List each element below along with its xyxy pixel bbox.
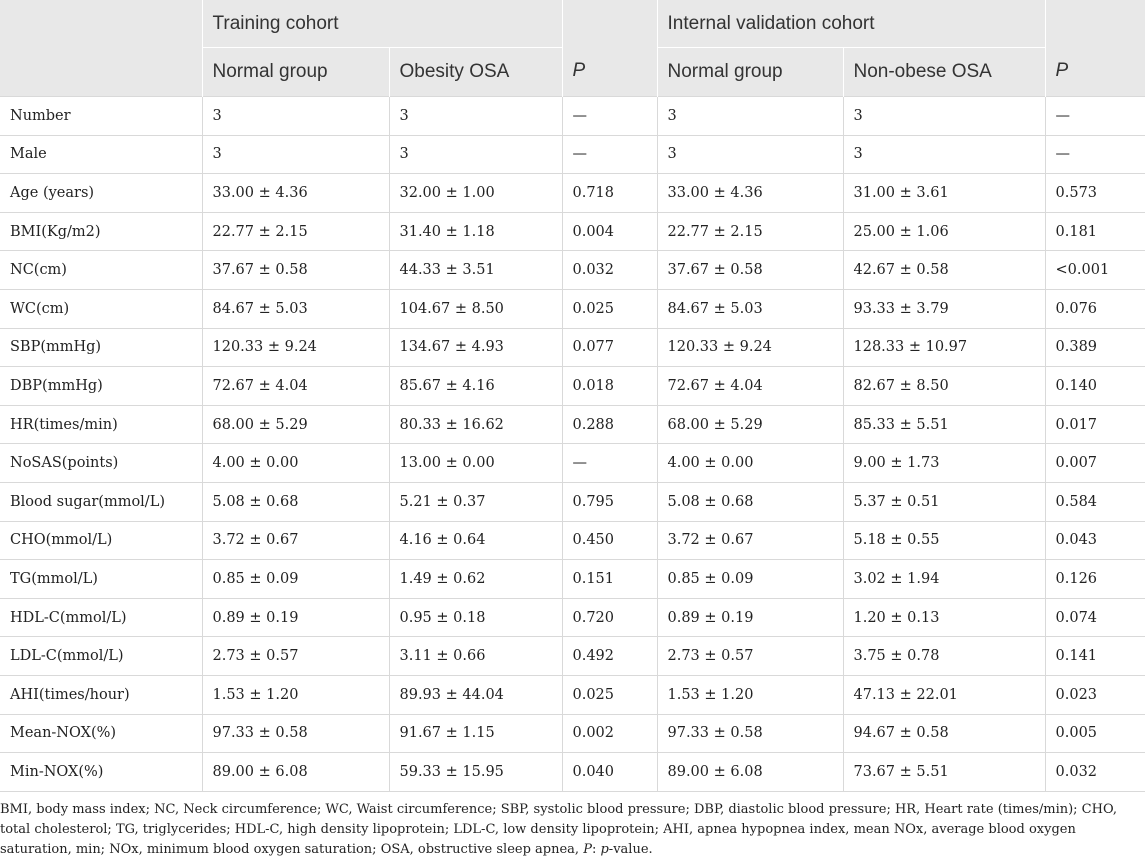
validation-normal-cell: 97.33 ± 0.58 xyxy=(657,714,843,753)
training-obesity-osa-cell: 89.93 ± 44.04 xyxy=(389,675,562,714)
validation-p-value-cell: <0.001 xyxy=(1045,251,1145,290)
training-p-value-cell: 0.004 xyxy=(562,212,657,251)
table-row xyxy=(0,367,1145,406)
validation-non-obese-osa-cell: 94.67 ± 0.58 xyxy=(843,714,1045,753)
training-p-value-cell: 0.718 xyxy=(562,174,657,213)
footnote-text: BMI, body mass index; NC, Neck circumference; WC, Waist circumference; SBP, systolic blood pressure; DBP, diastolic blood pressure; HR, Heart rate (times/min); CHO, total cholesterol; TG, triglycerides; HDL-C, high density lipoprotein; LDL-C, low density lipoprotein; AHI, apnea hypopnea index, mean NOx, average blood oxygen saturation, min; NOx, minimum blood oxygen saturation; OSA, obstructive sleep apnea, xyxy=(0,801,1117,857)
training-p-value-cell: 0.077 xyxy=(562,328,657,367)
validation-non-obese-osa-cell: 93.33 ± 3.79 xyxy=(843,289,1045,328)
table-row xyxy=(0,289,1145,328)
footnote-p-end: -value. xyxy=(608,841,653,857)
table-row xyxy=(0,560,1145,599)
table-row xyxy=(0,97,1145,136)
validation-p-value-cell: 0.074 xyxy=(1045,598,1145,637)
training-normal-cell: 0.85 ± 0.09 xyxy=(202,560,389,599)
training-obesity-osa-cell: 134.67 ± 4.93 xyxy=(389,328,562,367)
variable-cell: Number xyxy=(0,97,202,136)
training-obesity-osa-cell: 85.67 ± 4.16 xyxy=(389,367,562,406)
table-row xyxy=(0,405,1145,444)
validation-normal-cell: 2.73 ± 0.57 xyxy=(657,637,843,676)
footnote-p-italic: p xyxy=(600,841,609,857)
table-row xyxy=(0,675,1145,714)
training-p-value-cell: — xyxy=(562,444,657,483)
training-p-value-cell: 0.151 xyxy=(562,560,657,599)
training-p-value-cell: 0.492 xyxy=(562,637,657,676)
training-normal-cell: 3.72 ± 0.67 xyxy=(202,521,389,560)
variable-cell: LDL-C(mmol/L) xyxy=(0,637,202,676)
validation-normal-cell: 84.67 ± 5.03 xyxy=(657,289,843,328)
validation-non-obese-osa-cell: 1.20 ± 0.13 xyxy=(843,598,1045,637)
validation-p-value-cell: — xyxy=(1045,135,1145,174)
validation-normal-cell: 5.08 ± 0.68 xyxy=(657,482,843,521)
validation-p-value-cell: 0.141 xyxy=(1045,637,1145,676)
training-obesity-osa-cell: 31.40 ± 1.18 xyxy=(389,212,562,251)
training-normal-cell: 84.67 ± 5.03 xyxy=(202,289,389,328)
validation-normal-cell: 72.67 ± 4.04 xyxy=(657,367,843,406)
validation-non-obese-osa-cell: 42.67 ± 0.58 xyxy=(843,251,1045,290)
variable-cell: AHI(times/hour) xyxy=(0,675,202,714)
training-normal-cell: 33.00 ± 4.36 xyxy=(202,174,389,213)
validation-non-obese-osa-cell: 9.00 ± 1.73 xyxy=(843,444,1045,483)
variable-cell: NC(cm) xyxy=(0,251,202,290)
training-cohort-header: Training cohort xyxy=(202,0,562,48)
training-obesity-osa-cell: 44.33 ± 3.51 xyxy=(389,251,562,290)
training-p-value-cell: 0.018 xyxy=(562,367,657,406)
validation-p-value-cell: 0.140 xyxy=(1045,367,1145,406)
validation-p-value-cell: — xyxy=(1045,97,1145,136)
training-p-value-cell: 0.450 xyxy=(562,521,657,560)
validation-normal-cell: 4.00 ± 0.00 xyxy=(657,444,843,483)
table-row xyxy=(0,251,1145,290)
table-row xyxy=(0,714,1145,753)
validation-cohort-header: Internal validation cohort xyxy=(657,0,1045,48)
p-value-header-validation: P xyxy=(1045,0,1145,97)
validation-non-obese-osa-cell: 25.00 ± 1.06 xyxy=(843,212,1045,251)
normal-group-header-validation: Normal group xyxy=(657,48,843,97)
training-normal-cell: 2.73 ± 0.57 xyxy=(202,637,389,676)
validation-non-obese-osa-cell: 73.67 ± 5.51 xyxy=(843,753,1045,792)
training-p-value-cell: 0.720 xyxy=(562,598,657,637)
table-footnote xyxy=(0,792,1145,860)
footnote-p-sep: : xyxy=(591,841,601,857)
footnote-p-label: P xyxy=(583,841,592,857)
validation-normal-cell: 37.67 ± 0.58 xyxy=(657,251,843,290)
training-obesity-osa-cell: 3 xyxy=(389,135,562,174)
validation-normal-cell: 0.89 ± 0.19 xyxy=(657,598,843,637)
table-row xyxy=(0,174,1145,213)
validation-normal-cell: 89.00 ± 6.08 xyxy=(657,753,843,792)
training-p-value-cell: 0.040 xyxy=(562,753,657,792)
training-obesity-osa-cell: 5.21 ± 0.37 xyxy=(389,482,562,521)
variable-cell: SBP(mmHg) xyxy=(0,328,202,367)
variable-cell: Blood sugar(mmol/L) xyxy=(0,482,202,521)
training-p-value-cell: 0.002 xyxy=(562,714,657,753)
validation-p-value-cell: 0.043 xyxy=(1045,521,1145,560)
training-p-value-cell: — xyxy=(562,135,657,174)
table-row xyxy=(0,521,1145,560)
validation-non-obese-osa-cell: 3.02 ± 1.94 xyxy=(843,560,1045,599)
validation-p-value-cell: 0.126 xyxy=(1045,560,1145,599)
validation-non-obese-osa-cell: 82.67 ± 8.50 xyxy=(843,367,1045,406)
training-p-value-cell: 0.025 xyxy=(562,289,657,328)
validation-normal-cell: 68.00 ± 5.29 xyxy=(657,405,843,444)
validation-normal-cell: 1.53 ± 1.20 xyxy=(657,675,843,714)
training-normal-cell: 37.67 ± 0.58 xyxy=(202,251,389,290)
training-normal-cell: 1.53 ± 1.20 xyxy=(202,675,389,714)
validation-p-value-cell: 0.076 xyxy=(1045,289,1145,328)
training-obesity-osa-cell: 1.49 ± 0.62 xyxy=(389,560,562,599)
validation-p-value-cell: 0.032 xyxy=(1045,753,1145,792)
variable-cell: TG(mmol/L) xyxy=(0,560,202,599)
table-row xyxy=(0,482,1145,521)
training-normal-cell: 68.00 ± 5.29 xyxy=(202,405,389,444)
table-body xyxy=(0,97,1145,792)
validation-p-value-cell: 0.007 xyxy=(1045,444,1145,483)
validation-normal-cell: 3 xyxy=(657,97,843,136)
training-normal-cell: 0.89 ± 0.19 xyxy=(202,598,389,637)
obesity-osa-header: Obesity OSA xyxy=(389,48,562,97)
validation-p-value-cell: 0.573 xyxy=(1045,174,1145,213)
training-p-value-cell: 0.795 xyxy=(562,482,657,521)
validation-normal-cell: 3 xyxy=(657,135,843,174)
variable-cell: BMI(Kg/m2) xyxy=(0,212,202,251)
validation-p-value-cell: 0.389 xyxy=(1045,328,1145,367)
training-normal-cell: 5.08 ± 0.68 xyxy=(202,482,389,521)
variable-cell: Male xyxy=(0,135,202,174)
training-normal-cell: 3 xyxy=(202,135,389,174)
validation-normal-cell: 3.72 ± 0.67 xyxy=(657,521,843,560)
p-value-header-training: P xyxy=(562,0,657,97)
non-obese-osa-header: Non-obese OSA xyxy=(843,48,1045,97)
training-p-value-cell: 0.288 xyxy=(562,405,657,444)
training-p-value-cell: — xyxy=(562,97,657,136)
validation-non-obese-osa-cell: 47.13 ± 22.01 xyxy=(843,675,1045,714)
training-obesity-osa-cell: 59.33 ± 15.95 xyxy=(389,753,562,792)
variable-cell: DBP(mmHg) xyxy=(0,367,202,406)
validation-non-obese-osa-cell: 3 xyxy=(843,135,1045,174)
validation-p-value-cell: 0.023 xyxy=(1045,675,1145,714)
training-obesity-osa-cell: 0.95 ± 0.18 xyxy=(389,598,562,637)
variable-cell: CHO(mmol/L) xyxy=(0,521,202,560)
validation-p-value-cell: 0.584 xyxy=(1045,482,1145,521)
validation-p-value-cell: 0.005 xyxy=(1045,714,1145,753)
training-obesity-osa-cell: 32.00 ± 1.00 xyxy=(389,174,562,213)
table-row xyxy=(0,753,1145,792)
normal-group-header-training: Normal group xyxy=(202,48,389,97)
variable-cell: NoSAS(points) xyxy=(0,444,202,483)
validation-non-obese-osa-cell: 3.75 ± 0.78 xyxy=(843,637,1045,676)
validation-non-obese-osa-cell: 5.18 ± 0.55 xyxy=(843,521,1045,560)
table-row xyxy=(0,598,1145,637)
training-obesity-osa-cell: 13.00 ± 0.00 xyxy=(389,444,562,483)
variable-cell: HDL-C(mmol/L) xyxy=(0,598,202,637)
validation-normal-cell: 22.77 ± 2.15 xyxy=(657,212,843,251)
training-obesity-osa-cell: 80.33 ± 16.62 xyxy=(389,405,562,444)
training-obesity-osa-cell: 104.67 ± 8.50 xyxy=(389,289,562,328)
training-normal-cell: 3 xyxy=(202,97,389,136)
validation-non-obese-osa-cell: 5.37 ± 0.51 xyxy=(843,482,1045,521)
table-row xyxy=(0,135,1145,174)
training-normal-cell: 4.00 ± 0.00 xyxy=(202,444,389,483)
variable-cell: Min-NOX(%) xyxy=(0,753,202,792)
validation-non-obese-osa-cell: 3 xyxy=(843,97,1045,136)
training-p-value-cell: 0.025 xyxy=(562,675,657,714)
validation-p-value-cell: 0.017 xyxy=(1045,405,1145,444)
training-normal-cell: 89.00 ± 6.08 xyxy=(202,753,389,792)
training-obesity-osa-cell: 3 xyxy=(389,97,562,136)
validation-normal-cell: 120.33 ± 9.24 xyxy=(657,328,843,367)
validation-normal-cell: 33.00 ± 4.36 xyxy=(657,174,843,213)
variable-cell: Mean-NOX(%) xyxy=(0,714,202,753)
corner-header-cell xyxy=(0,0,202,97)
validation-non-obese-osa-cell: 85.33 ± 5.51 xyxy=(843,405,1045,444)
variable-cell: HR(times/min) xyxy=(0,405,202,444)
training-normal-cell: 97.33 ± 0.58 xyxy=(202,714,389,753)
training-normal-cell: 120.33 ± 9.24 xyxy=(202,328,389,367)
validation-non-obese-osa-cell: 128.33 ± 10.97 xyxy=(843,328,1045,367)
validation-normal-cell: 0.85 ± 0.09 xyxy=(657,560,843,599)
training-obesity-osa-cell: 91.67 ± 1.15 xyxy=(389,714,562,753)
validation-non-obese-osa-cell: 31.00 ± 3.61 xyxy=(843,174,1045,213)
table-row xyxy=(0,212,1145,251)
table-row xyxy=(0,637,1145,676)
training-p-value-cell: 0.032 xyxy=(562,251,657,290)
training-normal-cell: 22.77 ± 2.15 xyxy=(202,212,389,251)
variable-cell: Age (years) xyxy=(0,174,202,213)
training-obesity-osa-cell: 4.16 ± 0.64 xyxy=(389,521,562,560)
table-row xyxy=(0,444,1145,483)
validation-p-value-cell: 0.181 xyxy=(1045,212,1145,251)
table-row xyxy=(0,328,1145,367)
variable-cell: WC(cm) xyxy=(0,289,202,328)
training-obesity-osa-cell: 3.11 ± 0.66 xyxy=(389,637,562,676)
training-normal-cell: 72.67 ± 4.04 xyxy=(202,367,389,406)
